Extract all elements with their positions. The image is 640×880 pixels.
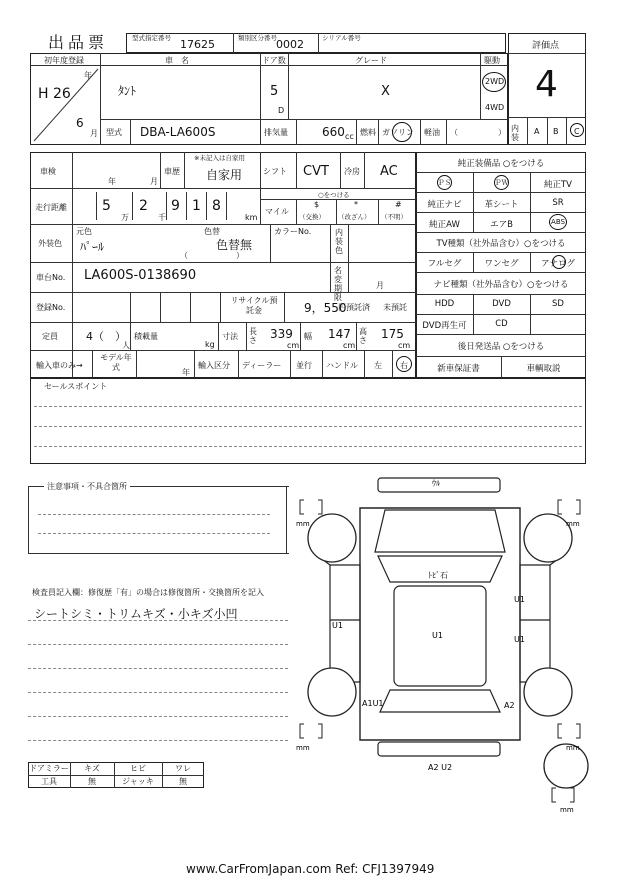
chassis-label: 車台No. [36,273,66,282]
right-hand-label: 右 [400,361,408,370]
paint-label: 色替 [204,227,220,236]
capacity-label: 定員 [42,332,58,341]
paint-paren: （ ） [180,251,244,260]
diagram-a2: A2 [504,701,515,710]
legend-row-3: 無 [179,777,187,786]
mileage-digit-1: 5 [102,198,111,214]
footer-ref: www.CarFromJapan.com Ref: CFJ1397949 [186,862,435,876]
name-change-label: 名変期限 [334,266,342,302]
mileage-digit-3: 9 [171,198,180,214]
model-year-unit: 年 [182,368,190,377]
name-change-month: 月 [376,281,384,290]
navi-type-header: ナビ種類（社外品含む）○をつける [433,280,569,290]
diagram-right-side [520,565,550,682]
doors-label: ドア数 [262,56,286,65]
mileage-digit-2: 2 [139,198,148,214]
cc-label: cc [345,132,354,141]
recycle-paid: 円預託済 [338,303,370,312]
shift: CVT [303,164,329,179]
page-title: 出品票 [48,33,109,52]
score-label: 評価点 [532,41,560,51]
legend-header-2: ヒビ [130,764,146,773]
capacity: 4（ ） [86,330,126,343]
mileage-digit-4: 1 [192,198,201,214]
legend-row-1: 無 [88,777,96,786]
category-label: 類別区分番号 [238,34,277,42]
handle-label: ハンドル [326,361,358,370]
unknown-label: （不明） [381,213,407,221]
interior-label: 内装 [511,124,519,142]
inspection-month-unit: 月 [150,177,158,186]
left-hand-label: 左 [374,361,382,370]
height-cm: cm [398,341,411,350]
width-cm: cm [343,341,356,350]
mileage-sen: 千 [158,213,166,222]
equip-abs: ABS [551,218,565,226]
diagram-body-outline [360,508,520,740]
diagram-hood [375,510,505,552]
car-name-label: 車 名 [165,56,189,65]
displacement-label: 排気量 [264,128,288,137]
orig-color-label: 元色 [76,227,92,236]
first-reg-era: H 26 [38,86,71,102]
navi-dvd: DVD [492,299,511,309]
tv-oneseg: ワンセグ [484,259,519,269]
recycle-value: 9，550 [304,301,347,315]
notes-bracket [28,486,289,554]
car-damage-diagram [290,470,590,815]
first-reg-month: 6 [76,116,84,130]
legend-header-0: ドアミラー [29,764,69,773]
interior-color-label: 内装色 [335,228,343,255]
model-year-label: モデル年式 [100,353,132,372]
diagram-tire-rear-right [524,668,572,716]
altered-label: （改ざん） [338,213,371,221]
length-label: 長さ [249,327,257,345]
notes-label: 注意事項・不具合箇所 [44,481,130,492]
equip-ps: ＰＳ [437,179,452,187]
diagram-rear-bumper [378,742,500,756]
fuel-other: （ ） [450,128,506,137]
sales-point-box [30,378,586,464]
recycle-label: リサイクル預託金 [230,296,278,315]
parallel-label: 並行 [296,361,312,370]
diagram-tire-front-right [524,514,572,562]
interior-grade-a: A [534,127,540,136]
equip-tv: 純正TV [543,180,572,190]
drive-2wd: 2WD [485,77,505,86]
length-cm: cm [287,341,300,350]
diagram-a1u1: A1U1 [362,699,384,708]
interior-grade-b: B [553,127,559,136]
height: 175 [381,327,404,341]
tv-type-header: TV種類（社外品含む）○をつける [436,239,566,249]
mileage-circle-note: ○をつける [318,191,350,199]
diagram-top-label: ｳﾙ [432,479,440,488]
interior-grade-c: C [574,127,580,136]
equip-navi: 純正ナビ [427,200,462,210]
grade-label: グレード [355,56,387,65]
load-label: 積載量 [134,332,158,341]
dims-label: 寸法 [222,332,238,341]
kg-unit: kg [205,340,215,349]
hash-mark: # [395,200,402,209]
diagram-mm-5: mm [560,806,574,814]
fuel-label: 燃料 [360,128,376,137]
equipment-header: 純正装備品 ○をつける [457,159,545,169]
diagram-u1-center: U1 [432,631,443,640]
diagram-bottom-label: A2 U2 [428,763,453,772]
orig-color: ﾊﾟｰﾙ [80,240,105,254]
fuel-gasoline: ガソリン [382,128,414,137]
doors: 5 [270,84,279,99]
exchange-label: （交換） [299,213,325,221]
displacement: 660 [322,125,345,139]
equip-aw: 純正AW [429,220,460,230]
equip-pw: ＰＷ [494,179,509,187]
sales-point-label: セールスポイント [44,382,108,391]
year-unit: 年 [84,71,92,80]
recycle-unpaid: 未預託 [383,303,407,312]
door-suffix: D [278,106,285,115]
mile-label: マイル [265,207,289,216]
color-no-label: カラーNo. [274,227,312,236]
docs-manual: 車輌取説 [526,364,561,374]
score-value: 4 [535,64,558,105]
equip-leather: 革シート [484,200,519,210]
legend-row-0: 工具 [41,777,57,786]
height-label: 高さ [359,327,367,345]
navi-sd: SD [552,299,564,309]
navi-dvd-play: DVD再生可 [422,321,467,331]
inspector-label: 検査員記入欄：修復歴「有」の場合は修復箇所・交換箇所を記入 [32,588,264,597]
person-unit: 人 [122,341,130,350]
drive-4wd: 4WD [485,103,505,112]
first-reg-label: 初年度登録 [44,56,84,65]
history: 自家用 [206,168,243,182]
width-label: 幅 [304,332,312,341]
equip-sr: SR [552,198,564,208]
mileage-label: 走行距離 [35,203,67,212]
chassis: LA600S-0138690 [84,268,197,283]
navi-hdd: HDD [434,299,455,309]
diagram-mm-4: mm [566,744,580,752]
diagram-tire-front-left [308,514,356,562]
legend-row-2: ジャッキ [122,777,154,786]
mileage-km: km [245,213,258,222]
diagram-mm-1: mm [296,520,310,528]
dollar-mark: $ [314,200,320,209]
inspection-year-unit: 年 [108,177,116,186]
length: 339 [270,327,293,341]
history-note: ※未記入は自家用 [194,154,245,162]
car-name: ﾀﾝﾄ [118,84,137,98]
diagram-tire-rear-left [308,668,356,716]
color-label: 外装色 [38,239,62,248]
ac-label: 冷房 [344,167,360,176]
fuel-diesel: 軽油 [424,128,440,137]
navi-cd: CD [495,319,508,329]
dealer-label: ディーラー [242,361,282,370]
inspector-note: シートシミ・トリムキズ・小キズ小凹 [34,607,238,621]
type-no: 17625 [180,38,215,51]
type-no-label: 型式指定番号 [132,34,171,42]
month-unit: 月 [90,129,98,138]
ac: AC [380,164,398,179]
model-label: 型式 [106,128,122,137]
import-type-label: 輸入区分 [198,361,230,370]
diagram-mm-2: mm [566,520,580,528]
mileage-digit-5: 8 [212,198,221,214]
tv-fullseg: フルセグ [427,259,462,269]
legend-header-3: ワレ [175,764,191,773]
docs-header: 後日発送品 ○をつける [457,342,545,352]
drive-label: 駆動 [484,56,500,65]
diagram-rear-window [380,690,500,712]
model: DBA-LA600S [140,125,216,139]
shift-label: シフト [263,167,287,176]
equip-airbag: エアB [490,220,513,230]
docs-warranty: 新車保証書 [437,364,480,374]
star-mark: * [354,200,358,209]
import-label: 輸入車のみ→ [36,361,83,370]
diagram-u1-left: U1 [332,621,343,630]
diagram-u1-right-1: U1 [514,595,525,604]
mileage-man: 万 [121,213,129,222]
diagram-roof-label: ﾄﾋﾞ石 [428,571,448,580]
history-label: 車歴 [164,167,180,176]
legend-header-1: キズ [84,764,100,773]
diagram-mm-3: mm [296,744,310,752]
serial-label: シリアル番号 [322,34,361,42]
registration-label: 登録No. [36,303,66,312]
paint-value: 色替無 [216,238,253,252]
inspection-label: 車検 [40,167,56,176]
tv-analog: アナログ [540,259,575,269]
category-no: 0002 [276,38,304,51]
width: 147 [328,327,351,341]
grade: X [381,84,390,99]
diagram-u1-right-2: U1 [514,635,525,644]
